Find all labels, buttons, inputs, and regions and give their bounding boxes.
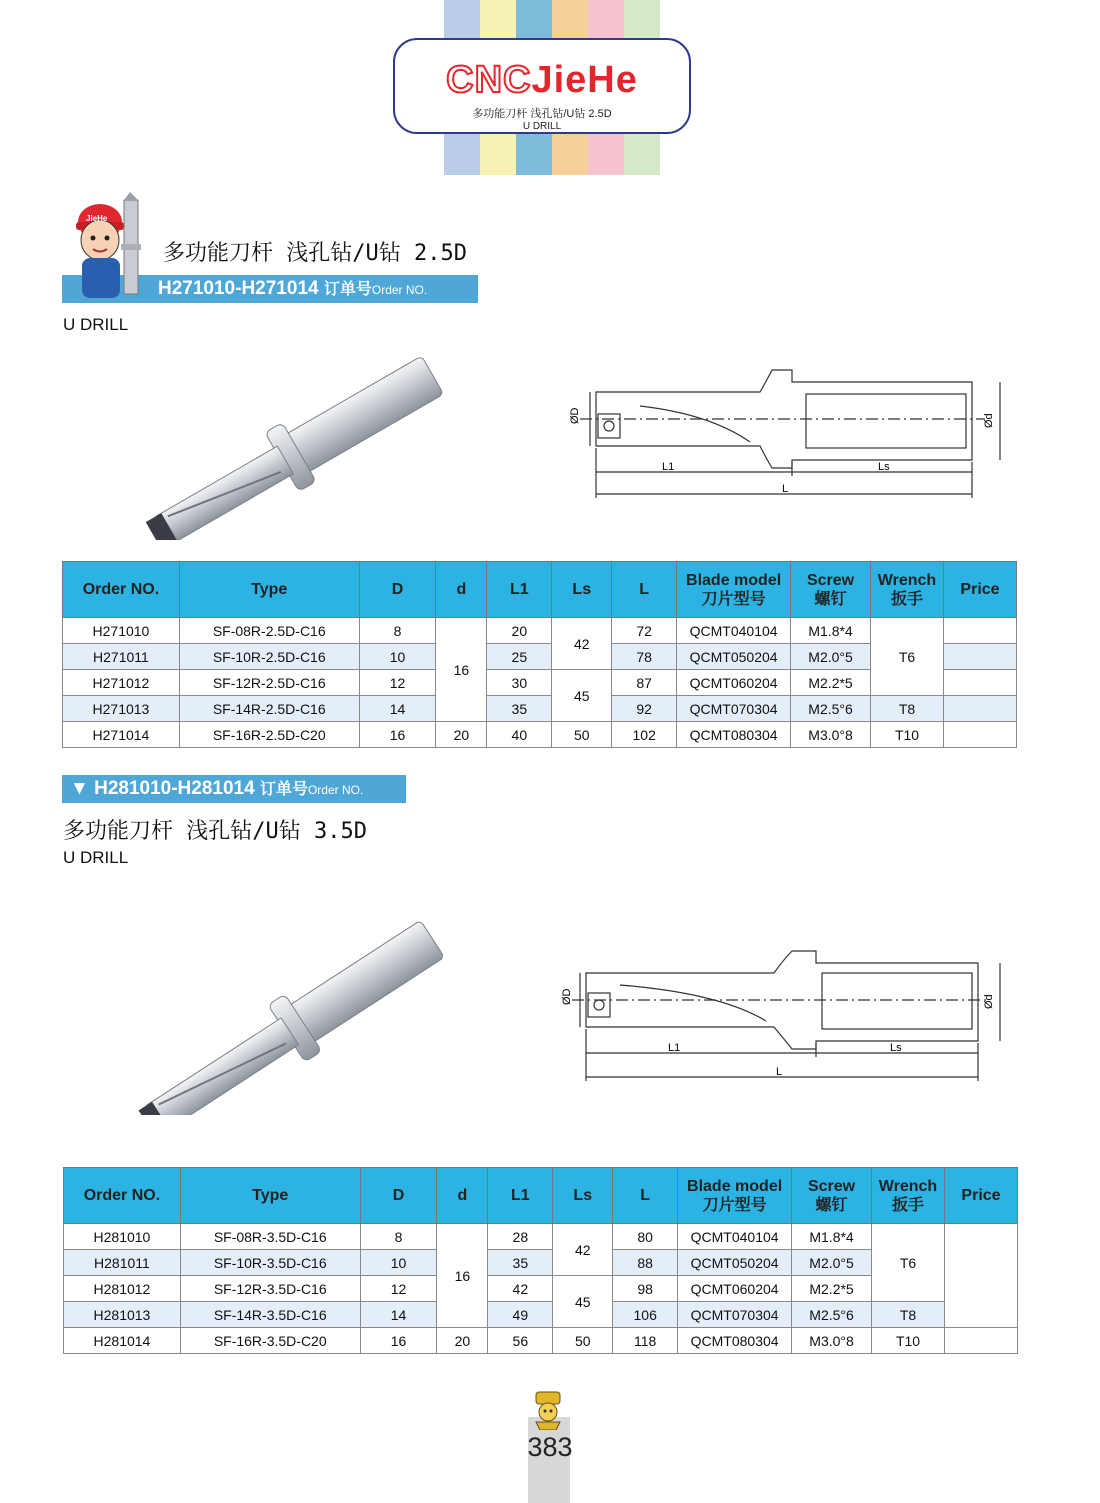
cell-order: H281011: [64, 1250, 181, 1276]
col-order: Order NO.: [64, 1168, 181, 1224]
order-range: H281010-H281014: [94, 778, 255, 799]
col-order: Order NO.: [63, 562, 180, 618]
cell-ls-merged: 42: [553, 1224, 613, 1276]
col-d: d: [437, 1168, 488, 1224]
cell-price: [943, 644, 1016, 670]
cell-blade: QCMT060204: [677, 670, 791, 696]
cell-L1: 35: [487, 696, 552, 722]
cell-type: SF-10R-2.5D-C16: [179, 644, 359, 670]
cell-order: H271014: [63, 722, 180, 748]
order-label-cn: 订单号: [323, 281, 372, 298]
table-header-row: [64, 1168, 1018, 1224]
dim-L1: L1: [668, 1042, 681, 1054]
cell-L1: 25: [487, 644, 552, 670]
cell-L1: 42: [488, 1276, 553, 1302]
table-row: [64, 1302, 1018, 1328]
col-wrench-en: Wrench: [877, 571, 937, 589]
drill-photo-1: [120, 340, 480, 540]
triangle-down-icon: ▼: [70, 778, 89, 799]
cell-blade: QCMT070304: [678, 1302, 792, 1328]
cell-L1: 30: [487, 670, 552, 696]
cell-blade: QCMT080304: [677, 722, 791, 748]
cell-order: H271011: [63, 644, 180, 670]
col-L: L: [613, 1168, 678, 1224]
cell-screw: M2.2*5: [792, 1276, 872, 1302]
cell-order: H281012: [64, 1276, 181, 1302]
cell-L1: 56: [488, 1328, 553, 1354]
cell-L1: 40: [487, 722, 552, 748]
col-blade: [678, 1168, 792, 1224]
cell-price: [943, 722, 1016, 748]
cell-type: SF-14R-3.5D-C16: [180, 1302, 360, 1328]
table-row: [64, 1224, 1018, 1250]
spec-table-1: [62, 561, 1017, 748]
cell-ls: 50: [552, 722, 612, 748]
col-D: D: [360, 1168, 437, 1224]
col-price: Price: [944, 1168, 1017, 1224]
cell-price: [944, 1328, 1017, 1354]
cell-d-merged: 16: [437, 1224, 488, 1328]
cell-blade: QCMT060204: [678, 1276, 792, 1302]
cell-L: 78: [612, 644, 677, 670]
cell-L1: 20: [487, 618, 552, 644]
cell-price: [943, 670, 1016, 696]
cell-D: 16: [360, 1328, 437, 1354]
cell-L: 106: [613, 1302, 678, 1328]
cell-blade: QCMT040104: [678, 1224, 792, 1250]
dim-Ls: Ls: [878, 461, 890, 473]
cell-order: H271010: [63, 618, 180, 644]
cell-wrench: T10: [871, 722, 944, 748]
cell-D: 8: [360, 1224, 437, 1250]
col-screw-en: Screw: [806, 571, 855, 589]
cell-L: 88: [613, 1250, 678, 1276]
col-d: d: [436, 562, 487, 618]
cell-wrench-merged: T6: [871, 618, 944, 696]
table-row: [63, 618, 1017, 644]
cell-L: 72: [612, 618, 677, 644]
cell-blade: QCMT040104: [677, 618, 791, 644]
cell-screw: M3.0°8: [791, 722, 871, 748]
drill-diagram-1: [560, 364, 1005, 504]
cell-D: 8: [359, 618, 436, 644]
table-row: [64, 1328, 1018, 1354]
cell-L: 102: [612, 722, 677, 748]
col-type: Type: [180, 1168, 360, 1224]
dim-D: ØD: [561, 988, 573, 1005]
cell-type: SF-08R-2.5D-C16: [179, 618, 359, 644]
logo-subtitle-en: U DRILL: [522, 121, 562, 132]
cell-type: SF-16R-2.5D-C20: [179, 722, 359, 748]
col-blade-en: Blade model: [687, 1177, 783, 1195]
dim-L: L: [782, 483, 789, 495]
order-range-bar-2: [62, 775, 406, 803]
cell-screw: M2.0°5: [791, 644, 871, 670]
drill-photo-2: [115, 915, 480, 1115]
col-Ls: Ls: [552, 562, 612, 618]
cell-type: SF-10R-3.5D-C16: [180, 1250, 360, 1276]
cell-wrench: T10: [872, 1328, 945, 1354]
cell-D: 12: [359, 670, 436, 696]
logo-jiehe: JieHe: [531, 59, 638, 101]
cell-type: SF-14R-2.5D-C16: [179, 696, 359, 722]
cell-d: 20: [437, 1328, 488, 1354]
cell-L1: 35: [488, 1250, 553, 1276]
col-blade-cn: 刀片型号: [702, 1196, 767, 1214]
cell-D: 10: [359, 644, 436, 670]
col-blade-cn: 刀片型号: [701, 590, 766, 608]
col-screw: [791, 562, 871, 618]
cell-L1: 49: [488, 1302, 553, 1328]
cell-L: 80: [613, 1224, 678, 1250]
dim-Ls: Ls: [890, 1042, 902, 1054]
cell-screw: M2.0°5: [792, 1250, 872, 1276]
cell-wrench-merged: T6: [872, 1224, 945, 1302]
cell-blade: QCMT050204: [677, 644, 791, 670]
cell-price: [943, 696, 1016, 722]
cell-order: H271012: [63, 670, 180, 696]
col-L: L: [612, 562, 677, 618]
col-L1: L1: [487, 562, 552, 618]
col-L1: L1: [488, 1168, 553, 1224]
cell-d-merged: 16: [436, 618, 487, 722]
col-screw: [792, 1168, 872, 1224]
mascot-icon: [66, 192, 158, 304]
cell-L: 98: [613, 1276, 678, 1302]
cell-D: 14: [359, 696, 436, 722]
cell-D: 16: [359, 722, 436, 748]
section-label-1: U DRILL: [63, 315, 129, 334]
order-range: H271010-H271014: [158, 278, 319, 299]
col-wrench-cn: 扳手: [890, 590, 923, 608]
order-label-en: Order NO.: [371, 283, 428, 297]
dim-d: Ød: [983, 413, 995, 428]
cell-screw: M1.8*4: [792, 1224, 872, 1250]
cell-price: [943, 618, 1016, 644]
cell-wrench: T8: [872, 1302, 945, 1328]
table-row: [63, 696, 1017, 722]
logo-subtitle-cn: 多功能刀杆 浅孔钻/U钻 2.5D: [472, 108, 612, 120]
cell-ls-merged: 45: [552, 670, 612, 722]
col-type: Type: [179, 562, 359, 618]
cell-order: H281013: [64, 1302, 181, 1328]
cell-order: H281010: [64, 1224, 181, 1250]
col-wrench-en: Wrench: [878, 1177, 938, 1195]
cell-L1: 28: [488, 1224, 553, 1250]
mascot-badge: JieHe: [86, 214, 108, 223]
cell-screw: M2.5°6: [792, 1302, 872, 1328]
cell-type: SF-08R-3.5D-C16: [180, 1224, 360, 1250]
col-wrench: [871, 562, 944, 618]
col-screw-cn: 螺钉: [815, 1196, 848, 1214]
cell-ls: 50: [553, 1328, 613, 1354]
cell-price-merged: [944, 1224, 1017, 1328]
page-number: 383: [527, 1432, 573, 1462]
section-title-2: 多功能刀杆 浅孔钻/U钻 3.5D: [63, 819, 367, 844]
logo-cnc: CNC: [446, 59, 532, 101]
col-D: D: [359, 562, 436, 618]
cell-order: H271013: [63, 696, 180, 722]
dim-d: Ød: [983, 994, 995, 1009]
cell-D: 10: [360, 1250, 437, 1276]
cell-type: SF-16R-3.5D-C20: [180, 1328, 360, 1354]
cell-L: 87: [612, 670, 677, 696]
cell-ls-merged: 45: [553, 1276, 613, 1328]
order-label-en: Order NO.: [307, 783, 364, 797]
col-blade-en: Blade model: [686, 571, 782, 589]
mascot-mini-icon: [530, 1390, 566, 1430]
cell-d: 20: [436, 722, 487, 748]
dim-L1: L1: [662, 461, 675, 473]
cell-ls-merged: 42: [552, 618, 612, 670]
col-blade: [677, 562, 791, 618]
col-wrench-cn: 扳手: [891, 1196, 924, 1214]
cell-order: H281014: [64, 1328, 181, 1354]
dim-D: ØD: [569, 407, 581, 424]
cell-wrench: T8: [871, 696, 944, 722]
col-screw-cn: 螺钉: [814, 590, 847, 608]
cell-screw: M3.0°8: [792, 1328, 872, 1354]
section-label-2: U DRILL: [63, 848, 129, 867]
table-header-row: [63, 562, 1017, 618]
cell-blade: QCMT050204: [678, 1250, 792, 1276]
col-wrench: [872, 1168, 945, 1224]
col-screw-en: Screw: [807, 1177, 856, 1195]
cell-screw: M2.5°6: [791, 696, 871, 722]
cell-D: 14: [360, 1302, 437, 1328]
col-Ls: Ls: [553, 1168, 613, 1224]
cell-D: 12: [360, 1276, 437, 1302]
cell-L: 118: [613, 1328, 678, 1354]
cell-L: 92: [612, 696, 677, 722]
brand-logo: [393, 38, 691, 134]
cell-type: SF-12R-2.5D-C16: [179, 670, 359, 696]
cell-blade: QCMT070304: [677, 696, 791, 722]
order-label-cn: 订单号: [259, 781, 308, 798]
table-row: [63, 722, 1017, 748]
cell-blade: QCMT080304: [678, 1328, 792, 1354]
section-title-1: 多功能刀杆 浅孔钻/U钻 2.5D: [163, 241, 467, 266]
cell-screw: M1.8*4: [791, 618, 871, 644]
drill-diagram-2: [560, 945, 1005, 1085]
cell-screw: M2.2*5: [791, 670, 871, 696]
dim-L: L: [776, 1066, 783, 1078]
col-price: Price: [943, 562, 1016, 618]
spec-table-2: [63, 1167, 1018, 1354]
cell-type: SF-12R-3.5D-C16: [180, 1276, 360, 1302]
